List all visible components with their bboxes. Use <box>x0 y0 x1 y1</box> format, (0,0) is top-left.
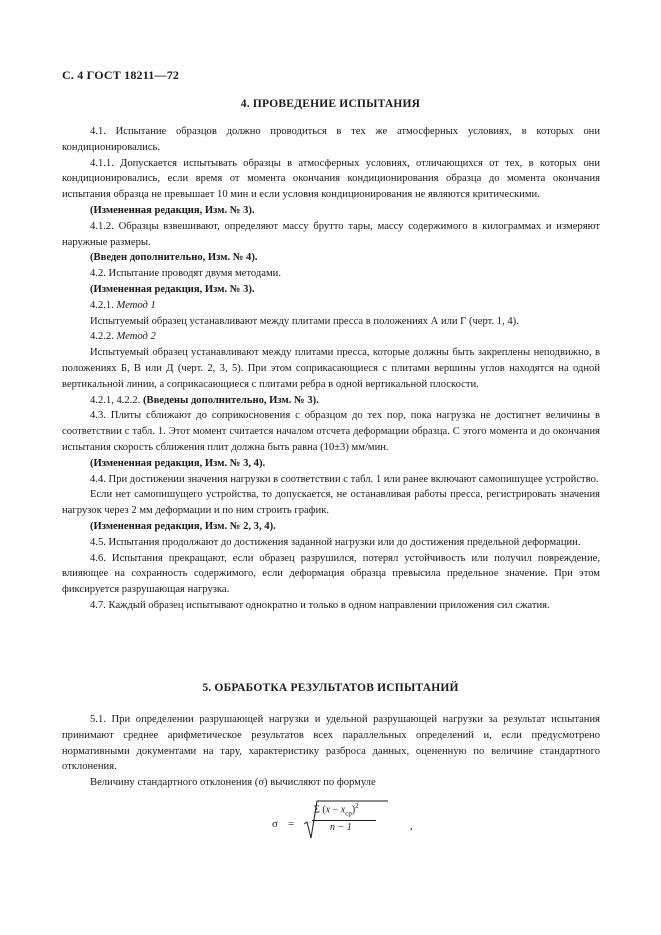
paragraph-4-3: 4.3. Плиты сближают до соприкосновения с образцом до тех пор, пока нагрузка не достигнет величины в соответствии с табл. 1. Этот момент считается началом отсчета деформации образца. С этого момента и до окончания испытания скорость сближения плит должна быть равна (10±3) мм/мин. <box>62 410 600 453</box>
paragraph-4-2-1-4-2-2 <box>62 393 600 409</box>
formula-sigma: σ <box>272 818 278 830</box>
formula-x: x <box>325 804 331 816</box>
paragraph-5-1-formula-intro: Величину стандартного отклонения (σ) вычисляют по формуле <box>90 777 376 789</box>
amendment-note: (Введен дополнительно, Изм. № 4). <box>90 252 258 264</box>
paragraph-4-4-cont: Если нет самопишущего устройства, то допускается, не останавливая работы пресса, регистрировать значения нагрузок через 2 мм деформации и по ним строить график. <box>62 489 600 517</box>
page-header: С. 4 ГОСТ 18211—72 <box>62 68 180 82</box>
paragraph-4-1: 4.1. Испытание образцов должно проводиться в тех же атмосферных условиях, в которых они кондиционировались. <box>62 126 600 153</box>
method-1-name: Метод 1 <box>116 299 156 311</box>
std-deviation-formula <box>270 800 430 840</box>
amendment-note: (Измененная редакция, Изм. № 3). <box>90 283 255 295</box>
formula-numerator: Σ $(x - x_{ср})^2$ <box>314 802 359 818</box>
section-4-body <box>62 124 600 614</box>
section-5-title: 5. ОБРАБОТКА РЕЗУЛЬТАТОВ ИСПЫТАНИЙ <box>202 682 459 694</box>
paragraph-4-6: 4.6. Испытания прекращают, если образец разрушился, потерял устойчивость или получил повреждение, влияющее на сохранность содержимого, если деформация образца превысила предельное значение. При этом фиксируется разрушающая нагрузка. <box>62 552 600 596</box>
method-2-number: 4.2.2. <box>90 331 114 343</box>
paragraph-method-2: Испытуемый образец устанавливают между плитами пресса, которые должны быть закреплены неподвижно, в положениях Б, В или Д (черт. 2, 3, 5). При этом соприкасающиеся с плитами вершины углов находятся на одной вертикальной линии, а соприкасающиеся с плитами ребра в одной вертикальной плоскости. <box>62 347 600 390</box>
amendment-note: (Введены дополнительно, Изм. № 3). <box>142 394 319 406</box>
paragraph-4-4: 4.4. При достижении значения нагрузки в соответствии с табл. 1 или ранее включают самопишущее устройство. <box>90 473 599 485</box>
paragraph-lead: 4.2.1, 4.2.2. <box>90 394 141 406</box>
paragraph-method-1: Испытуемый образец устанавливают между плитами пресса в положениях А или Г (черт. 1, 4). <box>90 315 519 327</box>
formula-x-mean: x <box>340 804 346 816</box>
formula-square: 2 <box>355 802 359 810</box>
amendment-note: (Измененная редакция, Изм. № 2, 3, 4). <box>90 520 276 532</box>
paragraph-4-7: 4.7. Каждый образец испытывают однократно и только в одном направлении приложения сил сжатия. <box>90 599 550 611</box>
amendment-note: (Измененная редакция, Изм. № 3). <box>90 204 255 216</box>
method-1-number: 4.2.1. <box>90 299 114 311</box>
formula-denominator: n − 1 <box>330 822 352 833</box>
paragraph-4-1-1: 4.1.1. Допускается испытывать образцы в атмосферных условиях, отличающихся от тех, в которых они кондиционировались, если время от момента окончания кондиционирования образца до момента окончания испытания образца не превышает 10 мин и если условия кондиционирования не являются критическими. <box>62 157 600 201</box>
formula-sum: Σ <box>314 804 320 816</box>
formula-x-subscript: ср <box>345 809 352 818</box>
paragraph-4-2: 4.2. Испытание проводят двумя методами. <box>90 268 281 280</box>
formula-minus: − <box>332 804 339 816</box>
method-2-heading <box>62 329 600 345</box>
method-2-name: Метод 2 <box>116 331 156 343</box>
paragraph-4-1-2: 4.1.2. Образцы взвешивают, определяют массу брутто тары, массу содержимого в килограммах и измеряют наружные размеры. <box>62 220 600 248</box>
fraction-bar <box>312 820 376 821</box>
paragraph-4-5: 4.5. Испытания продолжают до достижения заданной нагрузки или до достижения предельной деформации. <box>90 536 581 548</box>
section-5-body <box>62 712 600 791</box>
method-1-heading <box>62 298 600 314</box>
paragraph-5-1: 5.1. При определении разрушающей нагрузки и удельной разрушающей нагрузки за результат испытания принимают среднее арифметическое результатов всех параллельных определений и, если предусмотрено нормативными документами на тару, характеристику разброса данных, оцененную по величине стандартного отклонения. <box>62 714 600 773</box>
section-4-title: 4. ПРОВЕДЕНИЕ ИСПЫТАНИЯ <box>240 98 421 110</box>
formula-equals: = <box>288 818 295 830</box>
amendment-note: (Измененная редакция, Изм. № 3, 4). <box>90 457 266 469</box>
formula-comma: , <box>410 820 413 832</box>
